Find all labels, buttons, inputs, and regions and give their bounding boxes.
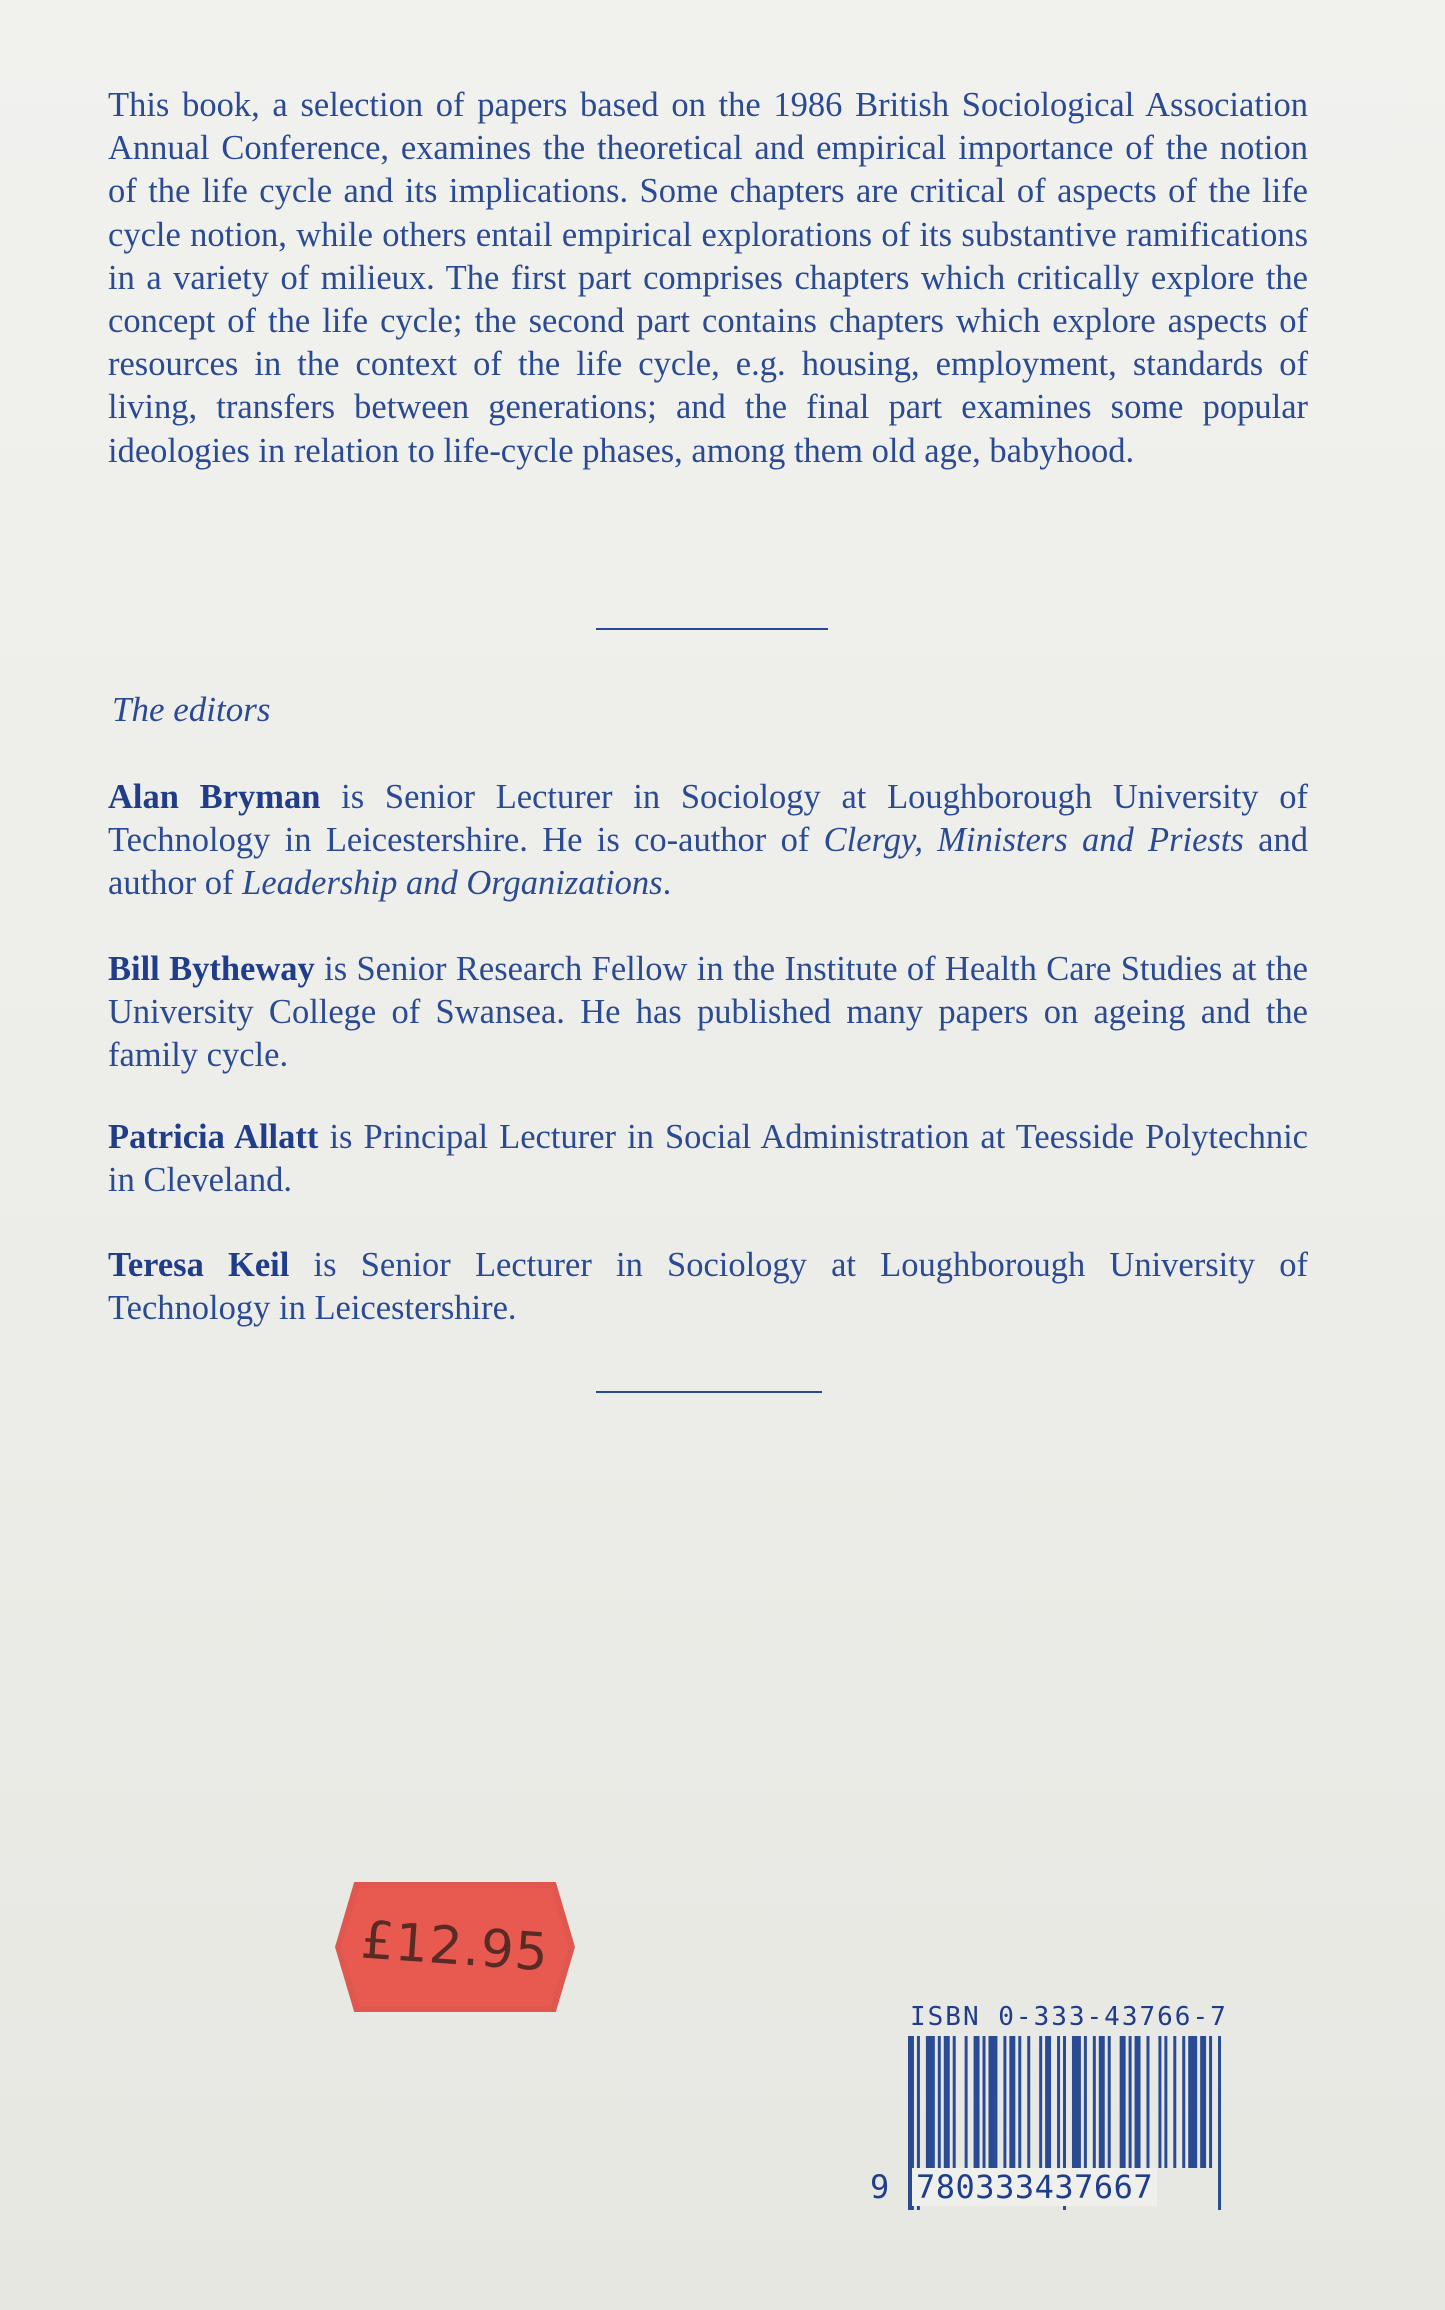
barcode-bar (1093, 2036, 1096, 2168)
editor-bio-text: is Senior Lecturer in Sociology at Loughborough University of Technology in Leicestershire. (108, 1246, 1309, 1328)
barcode-bar (1045, 2036, 1051, 2168)
book-title: Leadership and Organizations (242, 864, 663, 903)
barcode-bar (944, 2036, 950, 2168)
editor-bio-text: is Principal Lecturer in Social Administration at Teesside Polytechnic in Cleveland. (108, 1118, 1308, 1200)
editor-bio-bill-bytheway (108, 948, 1308, 1078)
editor-bio-text: . (662, 864, 672, 903)
barcode-bar (1200, 2036, 1206, 2168)
barcode-bar (965, 2036, 968, 2168)
barcode-bar (926, 2036, 935, 2168)
barcode-bar (953, 2036, 956, 2168)
barcode-bar (1099, 2036, 1105, 2168)
section-divider (596, 628, 828, 630)
barcode-number (870, 2164, 1230, 2212)
barcode-digits: 780333437667 (912, 2168, 1157, 2206)
barcode-bar (1027, 2036, 1030, 2168)
barcode-bar (1003, 2036, 1006, 2168)
isbn-label: ISBN 0-333-43766-7 (910, 2002, 1228, 2032)
editor-bio-text: is Senior Lecturer in Sociology at Loughborough University of Technology in Leicestershire. He is co-author of (108, 778, 1309, 860)
barcode-bar (1129, 2036, 1132, 2168)
editor-name: Teresa Keil (108, 1246, 290, 1284)
editor-bio-alan-bryman (108, 776, 1308, 906)
editor-bio-teresa-keil (108, 1244, 1308, 1330)
editor-name: Bill Bytheway (108, 950, 315, 988)
barcode-bar (1135, 2036, 1141, 2168)
editor-bio-text: is Senior Research Fellow in the Institute of Health Care Studies at the University College of Swansea. He has published many papers on ageing and the family cycle. (108, 950, 1309, 1075)
book-title: Clergy, Ministers and Priests (823, 821, 1244, 860)
barcode-bar (1164, 2036, 1167, 2168)
barcode-bar (974, 2036, 980, 2168)
barcode-bar (1188, 2036, 1197, 2168)
price-label: £12.95 (359, 1910, 551, 1984)
barcode-bar (1120, 2036, 1126, 2168)
barcode-bar (1072, 2036, 1081, 2168)
barcode-bar (1182, 2036, 1185, 2168)
book-description: This book, a selection of papers based on the 1986 British Sociological Association Annual Conference, examines the theoretical and empirical importance of the notion of the life cycle and its implications. Some chapters are critical of aspects of the life cycle notion, while others entail empirical explorations of its substantive ramifications in a variety of milieux. The first part comprises chapters which critically explore the concept of the life cycle; the second part contains chapters which explore aspects of resources in the context of the life cycle, e.g. housing, employment, standards of living, transfers between generations; and the final part examines some popular ideologies in relation to life-cycle phases, among them old age, babyhood. (108, 86, 1308, 470)
barcode-bar (988, 2036, 997, 2168)
section-divider (596, 1391, 822, 1393)
editors-heading: The editors (112, 690, 271, 729)
barcode-bar (1018, 2036, 1021, 2168)
barcode-first-digit: 9 (870, 2168, 890, 2206)
barcode-bar (1057, 2036, 1060, 2168)
barcode-bar (1146, 2036, 1149, 2168)
barcode-bar (938, 2036, 941, 2168)
barcode-bar (1173, 2036, 1176, 2168)
editor-name: Patricia Allatt (108, 1118, 319, 1156)
editor-bio-patricia-allatt (108, 1116, 1308, 1202)
barcode-bar (983, 2036, 986, 2168)
editor-bio-text: and author of (108, 821, 1308, 903)
barcode-bar (1009, 2036, 1015, 2168)
barcode-bar (1084, 2036, 1087, 2168)
barcode-bar (1108, 2036, 1111, 2168)
barcode-bar (1039, 2036, 1042, 2168)
barcode-bar (1158, 2036, 1161, 2168)
editor-name: Alan Bryman (108, 778, 321, 816)
barcode-bar (1209, 2036, 1212, 2168)
